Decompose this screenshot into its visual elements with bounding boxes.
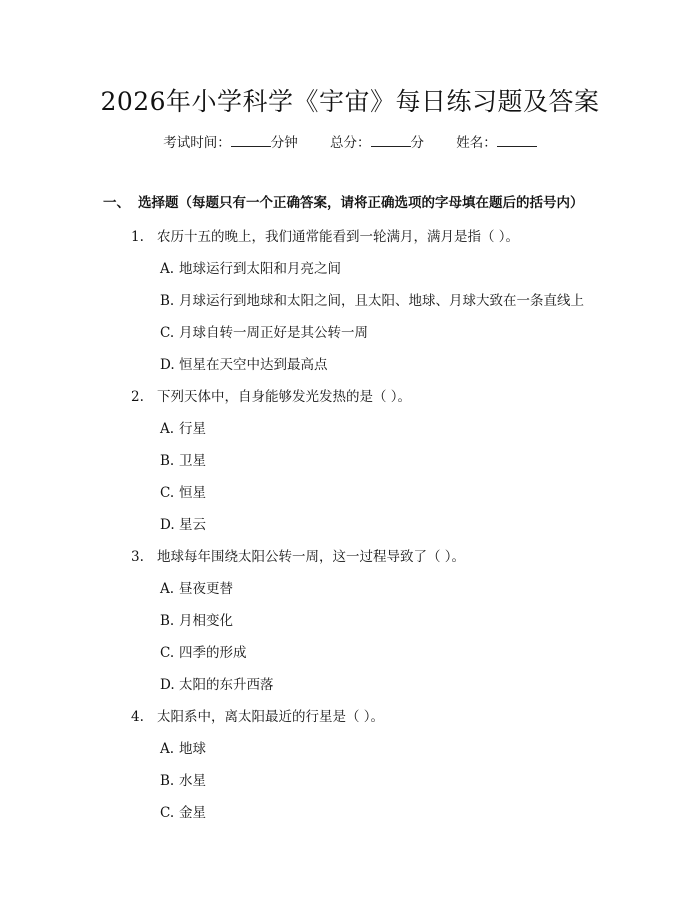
option-letter: B.	[160, 293, 175, 309]
exam-time-blank	[231, 134, 271, 147]
question-2-option-d	[160, 513, 206, 533]
question-number: 4.	[131, 709, 144, 725]
option-letter: D.	[160, 517, 175, 533]
question-number: 1.	[131, 229, 144, 245]
option-text: 月球自转一周正好是其公转一周	[179, 325, 368, 341]
question-4-option-b	[160, 769, 206, 789]
question-3-option-d	[160, 673, 274, 693]
option-letter: A.	[160, 261, 175, 277]
option-letter: D.	[160, 677, 175, 693]
option-text: 月相变化	[179, 613, 233, 629]
option-text: 四季的形成	[179, 645, 247, 661]
total-score-label: 总分：	[330, 135, 371, 151]
question-4	[131, 705, 384, 725]
option-text: 恒星	[179, 485, 206, 501]
option-letter: A.	[160, 421, 175, 437]
option-text: 恒星在天空中达到最高点	[179, 357, 328, 373]
option-letter: C.	[160, 485, 175, 501]
option-letter: C.	[160, 805, 175, 821]
option-text: 地球	[179, 741, 206, 757]
question-3-option-b	[160, 609, 233, 629]
question-2-option-c	[160, 481, 206, 501]
question-text: 地球每年围绕太阳公转一周，这一过程导致了（ ）。	[157, 549, 466, 565]
total-score-blank	[371, 134, 411, 147]
question-4-option-c	[160, 801, 206, 821]
question-3	[131, 545, 465, 565]
option-text: 水星	[179, 773, 206, 789]
option-text: 月球运行到地球和太阳之间，且太阳、地球、月球大致在一条直线上	[179, 293, 584, 309]
student-name-label: 姓名：	[456, 135, 497, 151]
exam-time-label: 考试时间：	[163, 135, 231, 151]
option-letter: B.	[160, 773, 175, 789]
question-4-option-a	[160, 737, 206, 757]
section-heading	[103, 191, 584, 211]
total-score-field	[330, 131, 424, 151]
question-1	[131, 225, 519, 245]
student-name-field	[456, 131, 537, 151]
section-title: 选择题（每题只有一个正确答案，请将正确选项的字母填在题后的括号内）	[138, 195, 584, 211]
option-letter: A.	[160, 581, 175, 597]
question-1-option-d	[160, 353, 328, 373]
option-letter: C.	[160, 325, 175, 341]
question-2-option-b	[160, 449, 206, 469]
student-name-blank	[497, 134, 537, 147]
question-2-option-a	[160, 417, 206, 437]
option-letter: A.	[160, 741, 175, 757]
option-text: 星云	[179, 517, 206, 533]
question-text: 太阳系中，离太阳最近的行星是（ ）。	[157, 709, 385, 725]
section-number: 一、	[103, 195, 130, 211]
question-number: 3.	[131, 549, 144, 565]
option-letter: C.	[160, 645, 175, 661]
option-text: 卫星	[179, 453, 206, 469]
question-2	[131, 385, 411, 405]
option-text: 太阳的东升西落	[179, 677, 274, 693]
question-text: 农历十五的晚上，我们通常能看到一轮满月，满月是指（ ）。	[157, 229, 520, 245]
page-title: 2026年小学科学《宇宙》每日练习题及答案	[100, 87, 600, 116]
exam-time-field	[163, 131, 298, 151]
option-text: 地球运行到太阳和月亮之间	[179, 261, 341, 277]
option-letter: B.	[160, 453, 175, 469]
option-letter: D.	[160, 357, 175, 373]
option-text: 昼夜更替	[179, 581, 233, 597]
question-3-option-a	[160, 577, 233, 597]
question-1-option-c	[160, 321, 368, 341]
total-score-unit: 分	[410, 135, 424, 151]
question-1-option-b	[160, 289, 584, 309]
exam-time-unit: 分钟	[270, 135, 298, 151]
question-3-option-c	[160, 641, 247, 661]
question-1-option-a	[160, 257, 341, 277]
option-letter: B.	[160, 613, 175, 629]
option-text: 金星	[179, 805, 206, 821]
question-text: 下列天体中，自身能够发光发热的是（ ）。	[157, 389, 412, 405]
question-number: 2.	[131, 389, 144, 405]
option-text: 行星	[179, 421, 206, 437]
exam-meta-line	[0, 131, 700, 151]
